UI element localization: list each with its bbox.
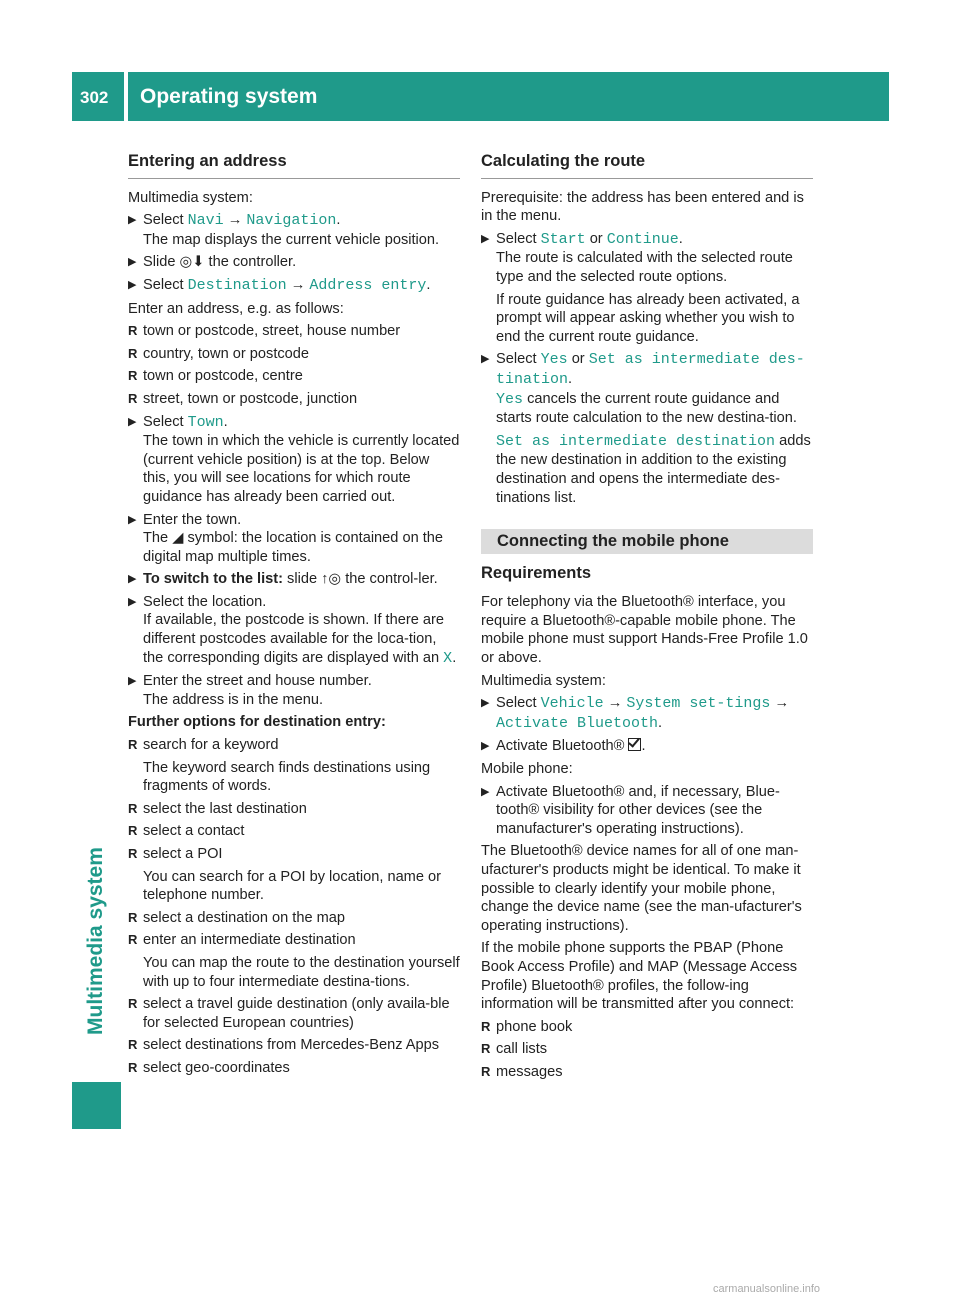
list-item: R enter an intermediate destination xyxy=(128,931,460,950)
watermark: carmanualsonline.info xyxy=(713,1283,821,1295)
list-item: R search for a keyword xyxy=(128,736,460,755)
list-item: R phone book xyxy=(481,1018,813,1037)
multiple-location-icon: ◢ xyxy=(172,530,184,547)
subheading: Further options for destination entry: xyxy=(128,714,386,731)
step: ▶ Select the location. If available, the postcode is shown. If there are different postcodes available for the loca-tion, the corresponding digits are displayed with an X. xyxy=(128,593,460,668)
paragraph: Prerequisite: the address has been entered and is in the menu. xyxy=(481,189,804,225)
step: ▶ Select Navi → Navigation. The map displays the current vehicle position. xyxy=(128,211,460,249)
list-item: R select destinations from Mercedes-Benz Apps xyxy=(128,1036,460,1055)
section-heading: Entering an address xyxy=(128,152,460,179)
step: ▶ Select Town. The town in which the vehicle is currently located (current vehicle position) is at the top. Below this, you will see locations for which route guidance has already been carried out. xyxy=(128,413,460,507)
step: ▶ Select Destination → Address entry. xyxy=(128,276,460,296)
paragraph: If the mobile phone supports the PBAP (Phone Book Access Profile) and MAP (Message Access Profile) Bluetooth® profiles, the follow-ing information will be transmitted after you connect: xyxy=(481,940,798,1013)
list-item: R call lists xyxy=(481,1040,813,1059)
list-item-desc: You can map the route to the destination yourself with up to four intermediate destina-tions. xyxy=(143,954,460,990)
list-item: R select a destination on the map xyxy=(128,909,460,928)
list-item-desc: You can search for a POI by location, name or telephone number. xyxy=(143,868,441,904)
list-item: R select geo-coordinates xyxy=(128,1059,460,1078)
list-item: R select a travel guide destination (only availa-ble for selected European countries) xyxy=(128,995,460,1032)
list-item: R messages xyxy=(481,1063,813,1082)
right-column xyxy=(481,152,813,1086)
controller-slide-icon: ◎⬇ xyxy=(179,254,205,271)
page-title: Operating system xyxy=(140,85,318,108)
step: ▶ Enter the street and house number. The address is in the menu. xyxy=(128,672,460,709)
step-desc: Set as intermediate destination adds the new destination in addition to the existing destination and opens the intermediate des-tinations list. xyxy=(496,432,811,506)
step-desc: If route guidance has already been activated, a prompt will appear asking whether you wish to end the current route guidance. xyxy=(496,291,800,345)
paragraph: Multimedia system: xyxy=(481,672,606,689)
step: ▶ Activate Bluetooth® and, if necessary, Blue-tooth® visibility for other devices (see the manufacturer's operating instructions). xyxy=(481,783,813,839)
list-item: R town or postcode, centre xyxy=(128,367,460,386)
list-item: R select a POI xyxy=(128,845,460,864)
step: ▶ Activate Bluetooth® . xyxy=(481,737,813,756)
controller-up-icon: ↑◎ xyxy=(321,571,342,588)
paragraph: Multimedia system: xyxy=(128,189,253,206)
list-item: R town or postcode, street, house number xyxy=(128,322,460,341)
step: ▶ Select Vehicle → System set-tings → Activate Bluetooth. xyxy=(481,694,813,733)
section-heading: Calculating the route xyxy=(481,152,813,179)
side-tab-marker xyxy=(72,1082,121,1129)
step: ▶ To switch to the list: slide ↑◎ the control-ler. xyxy=(128,570,460,589)
page-number: 302 xyxy=(80,88,109,107)
list-item: R select the last destination xyxy=(128,800,460,819)
paragraph: For telephony via the Bluetooth® interface, you require a Bluetooth®-capable mobile phone. The mobile phone must support Hands-Free Profile 1.0 or above. xyxy=(481,594,808,667)
section-band: Connecting the mobile phone xyxy=(481,529,813,554)
paragraph: Enter an address, e.g. as follows: xyxy=(128,300,344,317)
paragraph: Mobile phone: xyxy=(481,761,573,778)
step: ▶ Enter the town. The ◢ symbol: the location is contained on the digital map multiple times. xyxy=(128,511,460,567)
list-item-desc: The keyword search finds destinations using fragments of words. xyxy=(143,759,431,795)
step: ▶ Slide ◎⬇ the controller. xyxy=(128,253,460,272)
paragraph: The Bluetooth® device names for all of one man-ufacturer's products might be identical. To make it possible to clearly identify your mobile phone, change the device name (see the man-ufacturer's operating instructions). xyxy=(481,843,802,934)
header-divider xyxy=(124,72,128,121)
checkbox-checked-icon xyxy=(628,738,641,751)
list-item: R select a contact xyxy=(128,822,460,841)
step: ▶ Select Start or Continue. The route is calculated with the selected route type and the selected route options. xyxy=(481,230,813,287)
side-tab-label: Multimedia system xyxy=(84,847,107,1035)
subsection-heading: Requirements xyxy=(481,563,592,582)
list-item: R street, town or postcode, junction xyxy=(128,390,460,409)
left-column xyxy=(128,152,460,1082)
step: ▶ Select Yes or Set as intermediate des-tination. Yes cancels the current route guidance and starts route calculation to the new destina-tion. xyxy=(481,350,813,427)
list-item: R country, town or postcode xyxy=(128,345,460,364)
